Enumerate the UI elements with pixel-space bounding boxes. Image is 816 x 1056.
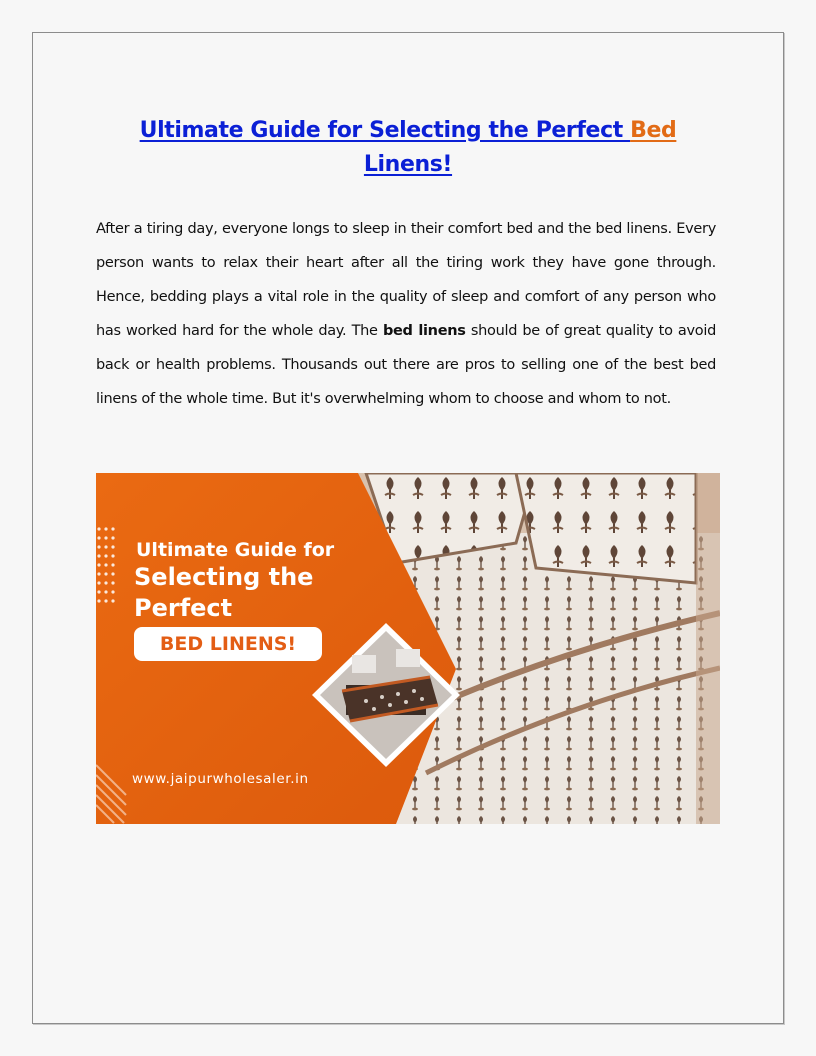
paragraph-text-1: After a tiring day, everyone longs to sleep in their comfort bed and the bed linens. Every person wants to relax their heart after all the tiring work they have gone through. Hence, bedding plays a vital role in the quality of sleep and comfort of any person who has worked hard for the whole day. The (96, 221, 716, 339)
title-link-part1[interactable]: Ultimate Guide for Selecting the Perfect (139, 118, 631, 143)
intro-paragraph (96, 212, 716, 416)
banner-heading-line2: Selecting the (134, 563, 314, 591)
banner-pill-label: BED LINENS! (134, 627, 322, 661)
banner-heading-line3: Perfect (134, 594, 233, 622)
paragraph-text-2: should be of great quality to avoid back or health problems. Thousands out there are pros to selling one of the best bed linens of the whole time. But it's overwhelming whom to choose and whom to not. (96, 323, 716, 407)
banner-image (96, 473, 720, 824)
title-link-part2[interactable]: Bed (630, 118, 677, 143)
title-link-part3[interactable]: Linens! (363, 152, 453, 177)
banner-url: www.jaipurwholesaler.in (132, 771, 309, 787)
paragraph-bold-text: bed linens (382, 323, 466, 339)
banner-heading-line1: Ultimate Guide for (136, 539, 335, 561)
page-title (96, 114, 720, 182)
